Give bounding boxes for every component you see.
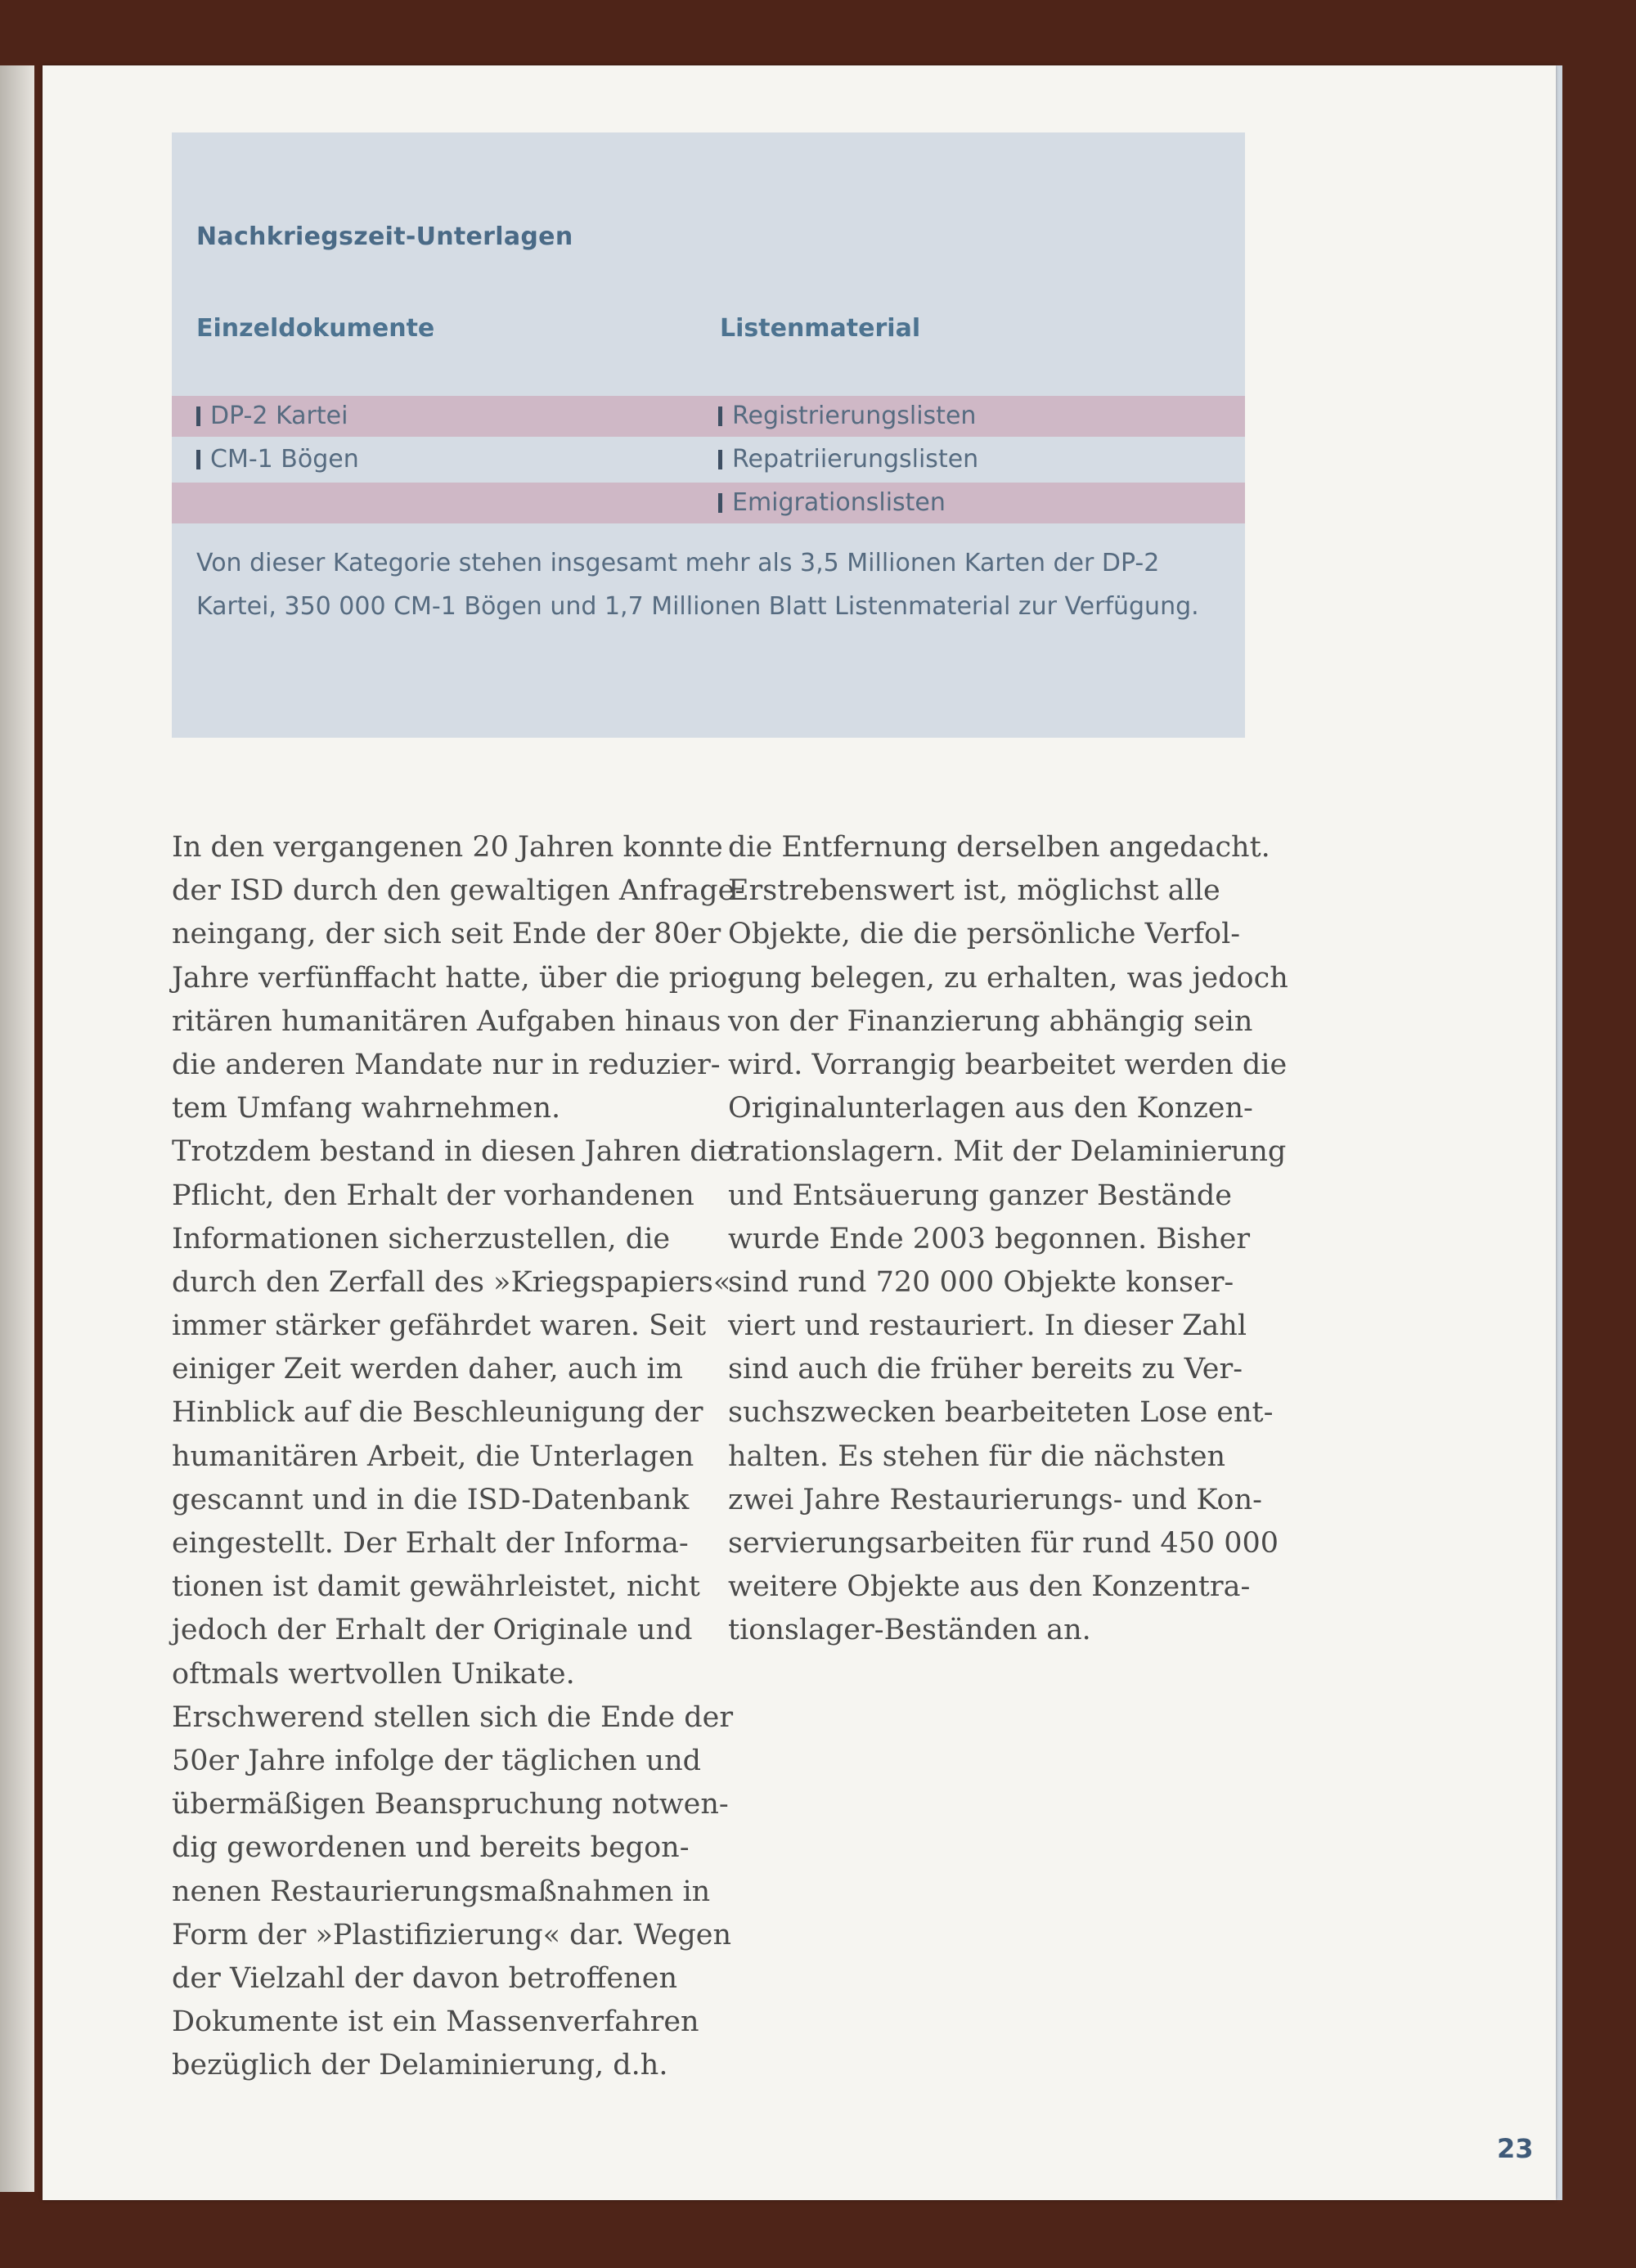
info-box	[172, 132, 1245, 738]
text-line: weitere Objekte aus den Konzentra-	[728, 1570, 1251, 1604]
text-line: suchszwecken bearbeiteten Lose ent-	[728, 1396, 1274, 1430]
bullet-bar-icon	[718, 450, 722, 469]
heading-einzeldokumente: Einzeldokumente	[196, 314, 435, 343]
text-line: viert und restauriert. In dieser Zahl	[728, 1309, 1247, 1343]
bullet-bar-icon	[196, 450, 200, 469]
list-item	[196, 396, 348, 437]
text-line: Dokumente ist ein Massenverfahren	[172, 2005, 699, 2039]
list-item	[718, 439, 978, 480]
text-line: und Entsäuerung ganzer Bestände	[728, 1179, 1233, 1212]
document-page	[43, 65, 1556, 2200]
text-line: der Vielzahl der davon betroffenen	[172, 1961, 678, 1995]
text-line: gescannt und in die ISD-Datenbank	[172, 1483, 690, 1516]
heading-listenmaterial: Listenmaterial	[720, 314, 921, 343]
list-item	[196, 439, 359, 480]
page-number: 23	[1497, 2133, 1534, 2164]
body-text-left-column	[172, 826, 744, 2087]
text-line: tionen ist damit gewährleistet, nicht	[172, 1570, 700, 1604]
text-line: Erschwerend stellen sich die Ende der	[172, 1700, 734, 1734]
list-item-label: DP-2 Kartei	[210, 402, 348, 430]
text-line: 50er Jahre infolge der täglichen und	[172, 1744, 702, 1777]
text-line: halten. Es stehen für die nächsten	[728, 1439, 1226, 1473]
list-item-label: Registrierungslisten	[732, 402, 977, 430]
box-title: Nachkriegszeit-Unterlagen	[196, 222, 573, 251]
bullet-bar-icon	[718, 493, 722, 513]
text-line: Originalunterlagen aus den Konzen-	[728, 1092, 1253, 1125]
text-line: gung belegen, zu erhalten, was jedoch	[728, 961, 1288, 995]
text-line: trationslagern. Mit der Delaminierung	[728, 1135, 1287, 1169]
facing-page-edge	[0, 65, 34, 2192]
list-item	[718, 396, 976, 437]
text-line: wird. Vorrangig bearbeitet werden die	[728, 1048, 1288, 1081]
text-line: von der Finanzierung abhängig sein	[728, 1004, 1253, 1038]
text-line: durch den Zerfall des »Kriegspapiers«	[172, 1265, 731, 1299]
text-line: dig gewordenen und bereits begon-	[172, 1831, 690, 1865]
text-line: zwei Jahre Restaurierungs- und Kon-	[728, 1483, 1262, 1516]
text-line: bezüglich der Delaminierung, d.h.	[172, 2049, 668, 2082]
text-line: In den vergangenen 20 Jahren konnte	[172, 831, 723, 864]
text-line: neingang, der sich seit Ende der 80er	[172, 918, 721, 951]
text-line: ritären humanitären Aufgaben hinaus	[172, 1004, 721, 1038]
list-item-label: Emigrationslisten	[732, 488, 946, 517]
text-line: oftmals wertvollen Unikate.	[172, 1657, 575, 1691]
box-summary: Von dieser Kategorie stehen insgesamt mehr als 3,5 Millionen Karten der DP-2 Kartei, 350 000 CM-1 Bögen und 1,7 Millionen Blatt Listenmaterial zur Verfügung.	[196, 549, 1199, 621]
text-line: immer stärker gefährdet waren. Seit	[172, 1309, 707, 1343]
text-line: sind rund 720 000 Objekte konser-	[728, 1265, 1234, 1299]
text-line: die anderen Mandate nur in reduzier-	[172, 1048, 721, 1081]
text-line: tionslager-Beständen an.	[728, 1614, 1091, 1647]
list-item	[718, 483, 946, 523]
highlight-band	[172, 483, 1245, 523]
bullet-bar-icon	[196, 406, 200, 426]
bullet-bar-icon	[718, 406, 722, 426]
text-line: tem Umfang wahrnehmen.	[172, 1092, 561, 1125]
body-text-right-column	[728, 826, 1288, 1653]
text-line: sind auch die früher bereits zu Ver-	[728, 1353, 1243, 1386]
text-line: Form der »Plastifizierung« dar. Wegen	[172, 1918, 732, 1951]
text-line: der ISD durch den gewaltigen Anfrage-	[172, 874, 745, 908]
text-line: Informationen sicherzustellen, die	[172, 1222, 671, 1255]
text-line: humanitären Arbeit, die Unterlagen	[172, 1439, 694, 1473]
text-line: nenen Restaurierungsmaßnahmen in	[172, 1875, 711, 1908]
text-line: Jahre verfünffacht hatte, über die prio-	[172, 961, 738, 995]
text-line: Hinblick auf die Beschleunigung der	[172, 1396, 703, 1430]
list-item-label: CM-1 Bögen	[210, 445, 359, 474]
text-line: übermäßigen Beanspruchung notwen-	[172, 1788, 729, 1821]
text-line: Pflicht, den Erhalt der vorhandenen	[172, 1179, 694, 1212]
text-line: wurde Ende 2003 begonnen. Bisher	[728, 1222, 1251, 1255]
list-item-label: Repatriierungslisten	[732, 445, 979, 474]
text-line: servierungsarbeiten für rund 450 000	[728, 1527, 1279, 1560]
text-line: eingestellt. Der Erhalt der Informa-	[172, 1527, 689, 1560]
text-line: Erstrebenswert ist, möglichst alle	[728, 874, 1220, 908]
text-line: die Entfernung derselben angedacht.	[728, 831, 1270, 864]
text-line: jedoch der Erhalt der Originale und	[172, 1614, 693, 1647]
text-line: Trotzdem bestand in diesen Jahren die	[172, 1135, 735, 1169]
text-line: einiger Zeit werden daher, auch im	[172, 1353, 683, 1386]
text-line: Objekte, die die persönliche Verfol-	[728, 918, 1241, 951]
